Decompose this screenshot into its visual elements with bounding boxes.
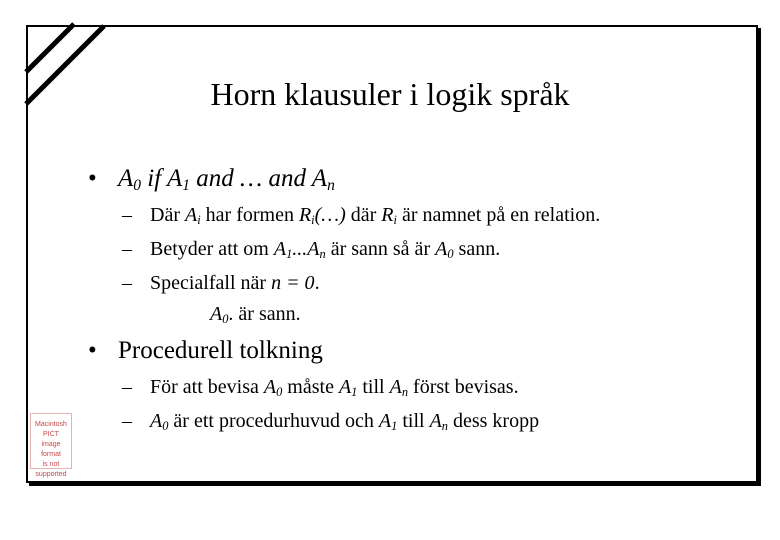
special-case-fact [210,302,301,326]
subscript-i: i [393,213,397,228]
bullet-horn-clause [88,164,335,194]
text: Där [150,204,185,226]
sub-bullet-form [122,203,601,228]
atom-a: A [210,303,223,325]
subscript-0: 0 [447,247,454,262]
subscript-0: 0 [222,312,229,327]
atom-a: A [338,376,352,398]
subscript-0: 0 [276,385,283,400]
dash: – [122,204,132,226]
atom-a: A [184,204,198,226]
text: måste [282,376,339,398]
text: där [345,204,382,226]
text: är namnet på en relation. [396,204,601,226]
text: till [397,410,430,432]
unsupported-image-placeholder [30,413,72,478]
subscript-0: 0 [133,176,142,194]
subscript-0: 0 [162,419,169,434]
subscript-i: i [197,213,201,228]
atom-a: A [311,165,328,192]
args: (…) [314,204,346,226]
placeholder-line: image format [41,441,61,458]
subscript-i: i [311,213,315,228]
atom-a: A [429,410,442,432]
atom-a: A [150,410,163,432]
sub-bullet-special-case [122,271,320,295]
atom-a: A [118,165,134,192]
subscript-n: n [441,419,448,434]
atom-a: A [435,238,448,260]
bullet-dot: • [88,337,97,364]
text: För att bevisa [150,376,264,398]
condition-n-zero: n = 0 [271,272,315,294]
atom-a: A [263,376,277,398]
subscript-n: n [319,247,326,262]
atom-a: A [166,165,183,192]
placeholder-line: is not supported [35,461,67,478]
subscript-n: n [401,385,409,400]
subscript-n: n [327,176,335,194]
atom-a: A [378,410,392,432]
text: är ett procedurhuvud och [168,410,379,432]
subscript-1: 1 [182,176,191,194]
sub-bullet-procedure-head [122,409,540,434]
atom-a: A [389,376,402,398]
sub-bullet-prove [122,375,519,400]
bullet-text: Procedurell tolkning [118,337,323,364]
sub-bullet-meaning [122,237,501,262]
placeholder-line: Macintosh PICT [35,421,67,438]
text: till [357,376,390,398]
keyword-if: if [141,165,167,192]
relation-r: R [298,204,312,226]
slide-title: Horn klausuler i logik språk [210,76,570,112]
dash: – [122,376,132,398]
text: Betyder att om [150,238,274,260]
subscript-1: 1 [391,419,398,434]
text: har formen [200,204,299,226]
text: dess kropp [447,410,540,432]
dash: – [122,238,132,260]
dash: – [122,410,132,432]
relation-r: R [381,204,394,226]
subscript-1: 1 [286,247,293,262]
text: sann. [453,238,501,260]
atom-a: A [307,238,320,260]
atom-a: A [273,238,287,260]
text: . är sann. [228,303,301,325]
text: är sann så är [325,238,436,260]
keyword-and: and … and [190,165,312,192]
text: Specialfall när [150,272,272,294]
text: först bevisas. [408,376,519,398]
text: . [314,272,320,294]
ellipsis: ... [292,238,308,260]
bullet-dot: • [88,165,97,192]
bullet-procedural [88,336,323,366]
dash: – [122,272,132,294]
subscript-1: 1 [351,385,358,400]
